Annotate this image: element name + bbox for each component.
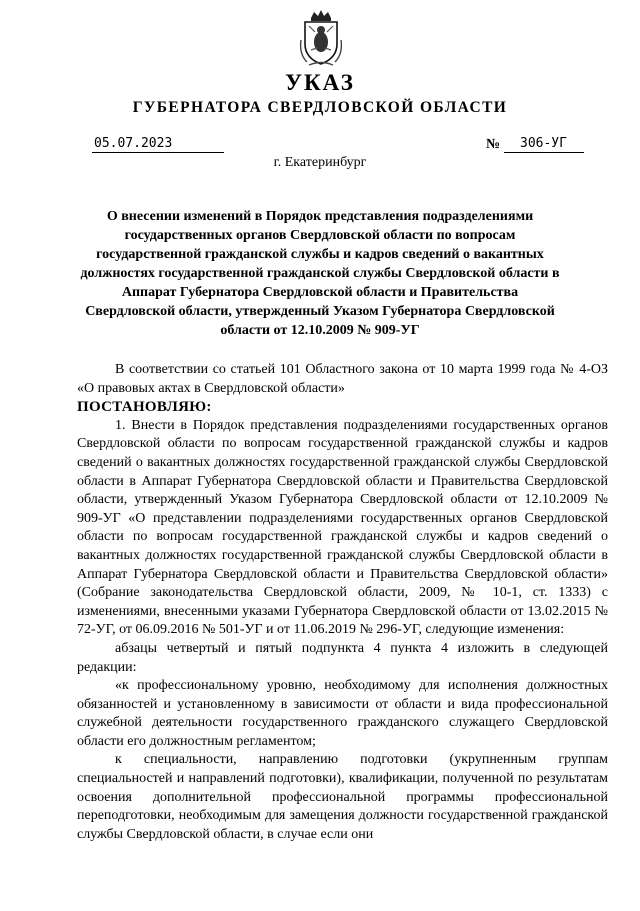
document-number: 306-УГ bbox=[504, 136, 584, 153]
paragraph: 1. Внести в Порядок представления подразделениями государственных органов Свердловской области по вопросам государственной гражданской службы и кадров сведений о вакантных должностях государственной гражданской службы Свердловской области в Аппарат Губернатора Свердловской области и Правительства Свердловской области, утвержденный Указом Губернатора Свердловской области от 12.10.2009 № 909-УГ «О представлении подразделениями государственных органов Свердловской области по вопросам государственной гражданской службы и кадров сведений о вакантных должностях государственной гражданской службы Свердловской области в Аппарат Губернатора Свердловской области и Правительства Свердловской области» (Собрание законодательства Свердловской области, 2009, № 10-1, ст. 1333) с изменениями, внесенными указами Губернатора Свердловской области от 13.02.2015 № 72-УГ, от 06.09.2016 № 501-УГ и от 11.06.2019 № 296-УГ, следующие изменения: bbox=[77, 417, 608, 638]
preamble: В соответствии со статьей 101 Областного закона от 10 марта 1999 года № 4-ОЗ «О правовых актах в Свердловской области» bbox=[77, 362, 608, 396]
number-sign: № bbox=[486, 137, 501, 152]
coat-of-arms-icon bbox=[299, 10, 343, 68]
document-date: 05.07.2023 bbox=[92, 136, 224, 153]
paragraph: к специальности, направлению подготовки (укрупненным группам специальностей и направлений подготовки), квалификации, полученной по результатам освоения дополнительной профессиональной программы профессиональной переподготовки, необходимым для замещения должности государственной гражданской службы Свердловской области, в случае если они bbox=[77, 752, 608, 842]
paragraph: «к профессиональному уровню, необходимому для исполнения должностных обязанностей и установленному в зависимости от области и вида профессиональной служебной деятельности государственного гражданского служащего Свердловской области его должностным регламентом; bbox=[77, 678, 608, 749]
city: г. Екатеринбург bbox=[273, 155, 367, 170]
document-body bbox=[77, 361, 608, 844]
issuer-title: ГУБЕРНАТОРА СВЕРДЛОВСКОЙ ОБЛАСТИ bbox=[132, 99, 508, 116]
document-heading: О внесении изменений в Порядок представления подразделениями государственных органов Свердловской области по вопросам государственной гражданской службы и кадров сведений о вакантных должностях государственной гражданской службы Свердловской области в Аппарат Губернатора Свердловской области и Правительства Свердловской области, утвержденный Указом Губернатора Свердловской области от 12.10.2009 № 909-УГ bbox=[80, 209, 560, 338]
document-type-title: УКАЗ bbox=[285, 70, 355, 95]
paragraph: абзацы четвертый и пятый подпункта 4 пункта 4 изложить в следующей редакции: bbox=[77, 640, 608, 675]
decree-word: ПОСТАНОВЛЯЮ: bbox=[77, 399, 212, 416]
